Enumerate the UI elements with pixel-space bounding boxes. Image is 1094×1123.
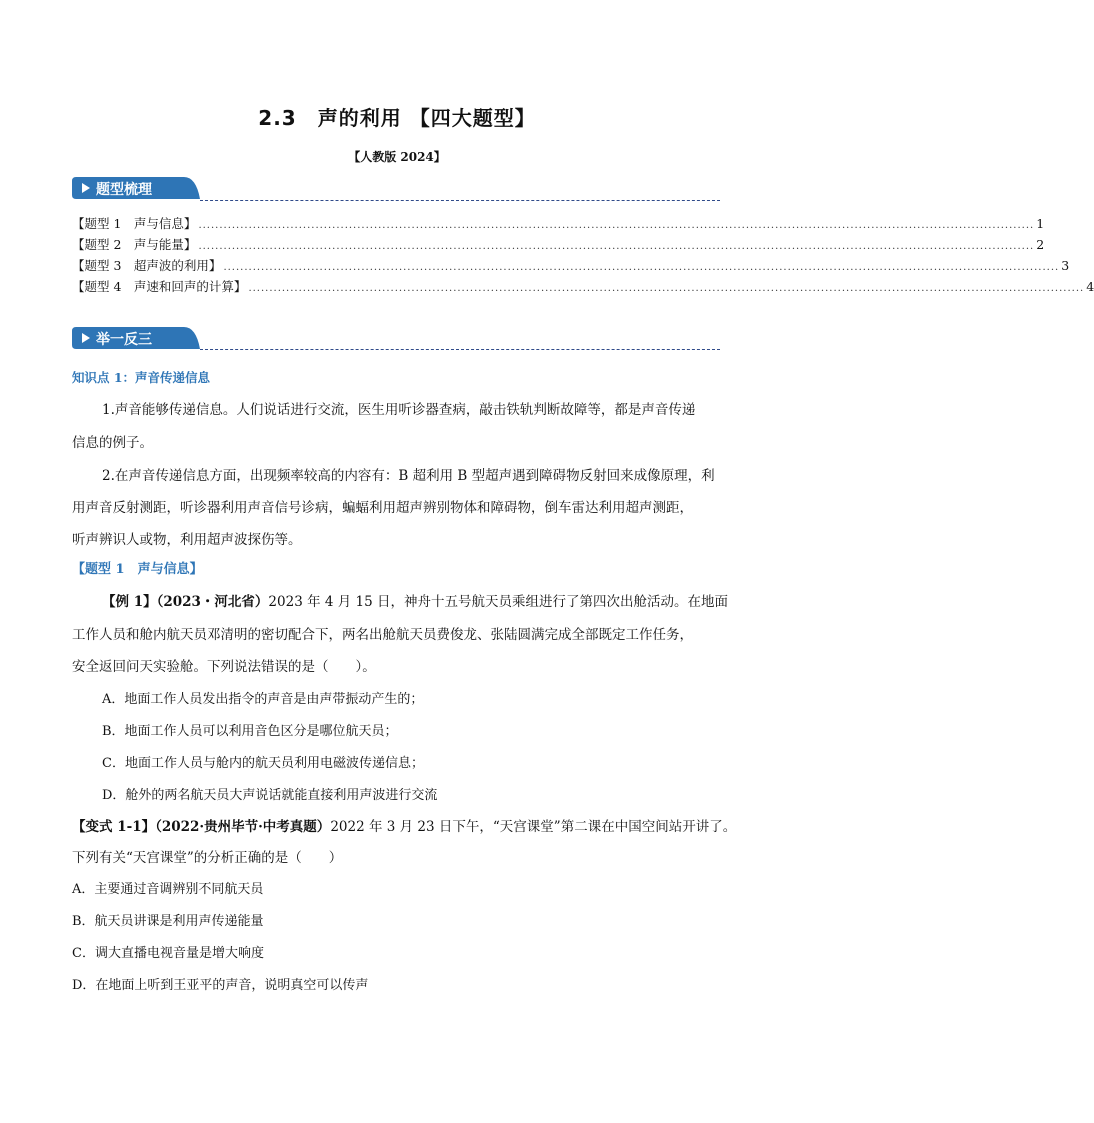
toc-item-label: 【题型 4 声速和回声的计算】 [72,279,247,294]
option-b: B．地面工作人员可以利用音色区分是哪位航天员； [102,724,398,739]
toc-item-label: 【题型 3 超声波的利用】 [72,258,222,273]
example-banner [72,327,202,349]
knowledge-title: 知识点 1：声音传递信息 [72,370,211,385]
option-a: A．地面工作人员发出指令的声音是由声带振动产生的； [102,692,424,707]
variant-option-b: B．航天员讲课是利用声传递能量 [72,914,264,929]
example-label: 【例 1】（2023・河北省） [102,594,269,610]
option-c: C．地面工作人员与舱内的航天员利用电磁波传递信息； [102,756,424,771]
knowledge-text [72,464,724,484]
knowledge-text: 用声音反射测距，听诊器利用声音信号诊病，蝙蝠利用超声辨别物体和障碍物，倒车雷达利用超声测距， [72,500,693,516]
knowledge-text: 信息的例子。 [72,435,153,451]
example-text [72,590,729,610]
edition-label: 【人教版 2024】 [348,150,446,164]
option-d: D．舱外的两名航天员大声说话就能直接利用声波进行交流 [102,788,438,803]
variant-option-d: D．在地面上听到王亚平的声音，说明真空可以传声 [72,978,369,993]
toc-item[interactable] [72,256,1070,274]
variant-option-a: A．主要通过音调辨别不同航天员 [72,882,264,897]
toc-leader: ........................................................................................................................................................................................................ [223,262,1060,273]
type1-heading: 【题型 1 声与信息】 [72,562,203,577]
toc-leader: ........................................................................................................................................................................................................ [198,241,1035,252]
toc-item[interactable] [72,235,1045,253]
knowledge-p2-line1: 2.在声音传递信息方面，出现频率较高的内容有：B 超利用 B 型超声遇到障碍物反射回来成像原理，利 [102,468,715,484]
page-title: 2.3 声的利用 【四大题型】 [258,106,536,130]
example-text: 安全返回问天实验舱。下列说法错误的是（ ）。 [72,659,376,675]
toc-item-page: 1 [1036,216,1045,231]
toc-leader: ........................................................................................................................................................................................................ [248,283,1085,294]
example-banner-label: 举一反三 [96,332,152,348]
knowledge-text: 听声辨识人或物，利用超声波探伤等。 [72,532,302,548]
variant-line1: 2022 年 3 月 23 日下午，“天宫课堂”第二课在中国空间站开讲了。 [330,819,737,835]
toc-banner [72,177,202,199]
example-divider [200,349,720,350]
toc-leader: ........................................................................................................................................................................................................ [198,220,1035,231]
knowledge-text [72,398,724,418]
variant-text [72,815,737,835]
toc-item-page: 4 [1086,279,1094,294]
example-text: 工作人员和舱内航天员邓清明的密切配合下，两名出舱航天员费俊龙、张陆圆满完成全部既定工作任务， [72,627,693,643]
toc-item-label: 【题型 1 声与信息】 [72,216,197,231]
toc-item-page: 3 [1061,258,1070,273]
knowledge-p1-line1: 1.声音能够传递信息。人们说话进行交流，医生用听诊器查病，敲击铁轨判断故障等，都是声音传递 [102,402,696,418]
variant-option-c: C．调大直播电视音量是增大响度 [72,946,264,961]
toc-banner-label: 题型梳理 [96,182,152,198]
toc-divider [200,200,720,201]
variant-text: 下列有关“天宫课堂”的分析正确的是（ ） [72,850,343,866]
toc-item-label: 【题型 2 声与能量】 [72,237,197,252]
toc-item[interactable] [72,214,1045,232]
toc-item-page: 2 [1036,237,1045,252]
variant-label: 【变式 1-1】（2022·贵州毕节·中考真题） [72,819,331,835]
example-line1: 2023 年 4 月 15 日，神舟十五号航天员乘组进行了第四次出舱活动。在地面 [268,594,729,610]
toc-item[interactable] [72,277,1094,295]
